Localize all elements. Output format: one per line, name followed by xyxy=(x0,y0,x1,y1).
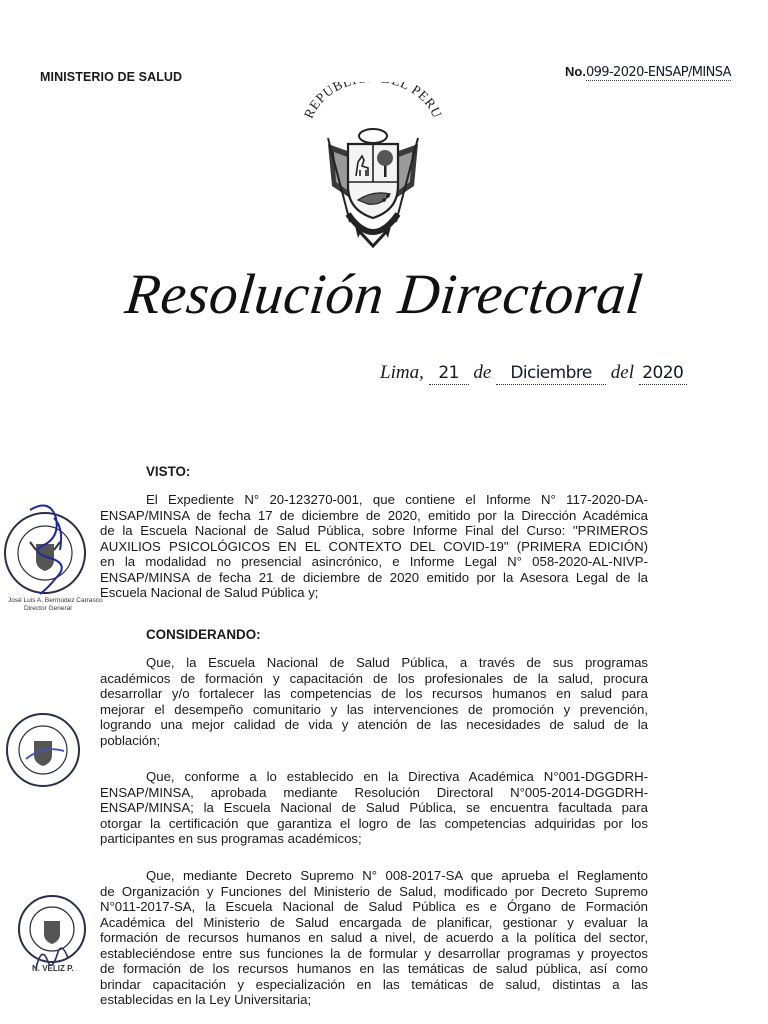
text-line: de Organización y Funciones del Ministerio de Salud, modificado por Decreto Supremo xyxy=(100,883,648,899)
text-line: población; xyxy=(100,732,161,748)
svg-text:REPUBLICA DEL PERU xyxy=(301,82,445,121)
text-line: N°011-2017-SA, la Escuela Nacional de Salud Pública es e Órgano de Formación xyxy=(100,899,648,915)
text-line: en la modalidad no presencial asincrónico, e Informe Legal N° 058-2020-AL-NIVP- xyxy=(100,554,648,570)
text-line: Que, la Escuela Nacional de Salud Pública, a través de sus programas xyxy=(146,655,648,670)
text-line: formación de recursos humanos en salud a nivel, de acuerdo a la política del sector, xyxy=(100,930,648,946)
text-line: AUXILIOS PSICOLÓGICOS EN EL CONTEXTO DEL COVID-19" (PRIMERA EDICIÓN) xyxy=(100,538,648,554)
text-line: logrando una mejor calidad de vida y atención de las necesidades de salud de la xyxy=(100,717,648,733)
stamp-1-caption-name: José Luis A. Bermúdez Carrasco xyxy=(8,597,103,604)
text-line: El Expediente N° 20-123270-001, que contiene el Informe N° 117-2020-DA- xyxy=(146,492,648,507)
ministry-stamp-2 xyxy=(6,713,80,787)
text-line: Que, mediante Decreto Supremo N° 008-2017-SA que aprueba el Reglamento xyxy=(146,868,648,883)
visto-heading: VISTO: xyxy=(146,464,191,479)
text-line: participantes en sus programas académicos; xyxy=(100,831,362,847)
resolution-number xyxy=(565,64,731,80)
date-month: Diciembre xyxy=(510,363,592,383)
resolution-number-handwritten: 099-2020-ENSAP/MINSA xyxy=(585,65,731,80)
text-line: brindar capacitación y especialización en las temáticas de salud, distintas a las xyxy=(100,976,648,992)
text-line: Académica del Ministerio de Salud encargada de planificar, gestionar y evaluar la xyxy=(100,914,648,930)
text-line: ENSAP/MINSA de fecha 21 de diciembre de 2020 emitido por la Asesora Legal de la xyxy=(100,569,648,585)
text-line: ENSAP/MINSA, aprobada mediante Resolución Directoral N°005-2014-DGGDRH- xyxy=(100,784,648,800)
considerando-heading: CONSIDERANDO: xyxy=(146,627,261,642)
text-line: ENSAP/MINSA de fecha 17 de diciembre de 2020, emitido por la Dirección Académica xyxy=(100,507,648,523)
text-line: académicos de formación y capacitación de los profesionales de la salud, procura xyxy=(100,670,648,686)
stamp-1-caption-title: Director General xyxy=(24,605,72,612)
date-de: de xyxy=(473,362,492,383)
page-title: Resolución Directoral xyxy=(122,263,646,326)
text-line: estableciéndose entre sus funciones la de formular y desarrollar programas y proyectos xyxy=(100,945,648,961)
crest-arched-text: REPUB L PERU xyxy=(300,82,446,121)
text-line: de la Escuela Nacional de Salud Pública, sobre Informe Final del Curso: "PRIMEROS xyxy=(100,523,648,539)
stamp-seal-icon xyxy=(8,715,78,785)
date-line xyxy=(380,362,687,385)
considerando-paragraph-2 xyxy=(100,769,648,847)
considerando-paragraph-3 xyxy=(100,868,648,1008)
text-line: Escuela Nacional de Salud Pública y; xyxy=(100,585,319,601)
visto-paragraph xyxy=(100,492,648,601)
text-line: Que, conforme a lo establecido en la Directiva Académica N°001-DGGDRH- xyxy=(146,769,648,784)
date-year: 2020 xyxy=(642,363,684,383)
signature-1 xyxy=(20,498,80,598)
text-line: de formación de los recursos humanos en las temáticas de salud pública, así como xyxy=(100,961,648,977)
date-city: Lima, xyxy=(380,362,424,383)
text-line: establecidas en la Ley Universitaria; xyxy=(100,992,312,1008)
peru-coat-of-arms-icon xyxy=(298,82,448,250)
text-line: desarrollar y/o fortalecer las competencias de los recursos humanos en salud para xyxy=(100,686,648,702)
ministry-header: MINISTERIO DE SALUD xyxy=(40,70,183,84)
coat-of-arms xyxy=(298,82,448,250)
resolution-number-label: No. xyxy=(565,64,586,79)
date-del: del xyxy=(610,362,634,383)
text-line: mejorar el desempeño comunitario y las intervenciones de promoción y prevención, xyxy=(100,701,648,717)
stamp-3-caption: N. VELIZ P. xyxy=(32,964,74,973)
considerando-paragraph-1 xyxy=(100,655,648,748)
text-line: otorgar la certificación que garantiza el logro de las competencias adquiridas por los xyxy=(100,815,648,831)
date-day: 21 xyxy=(438,363,459,383)
text-line: ENSAP/MINSA; la Escuela Nacional de Salud Pública, se encuentra facultada para xyxy=(100,800,648,816)
